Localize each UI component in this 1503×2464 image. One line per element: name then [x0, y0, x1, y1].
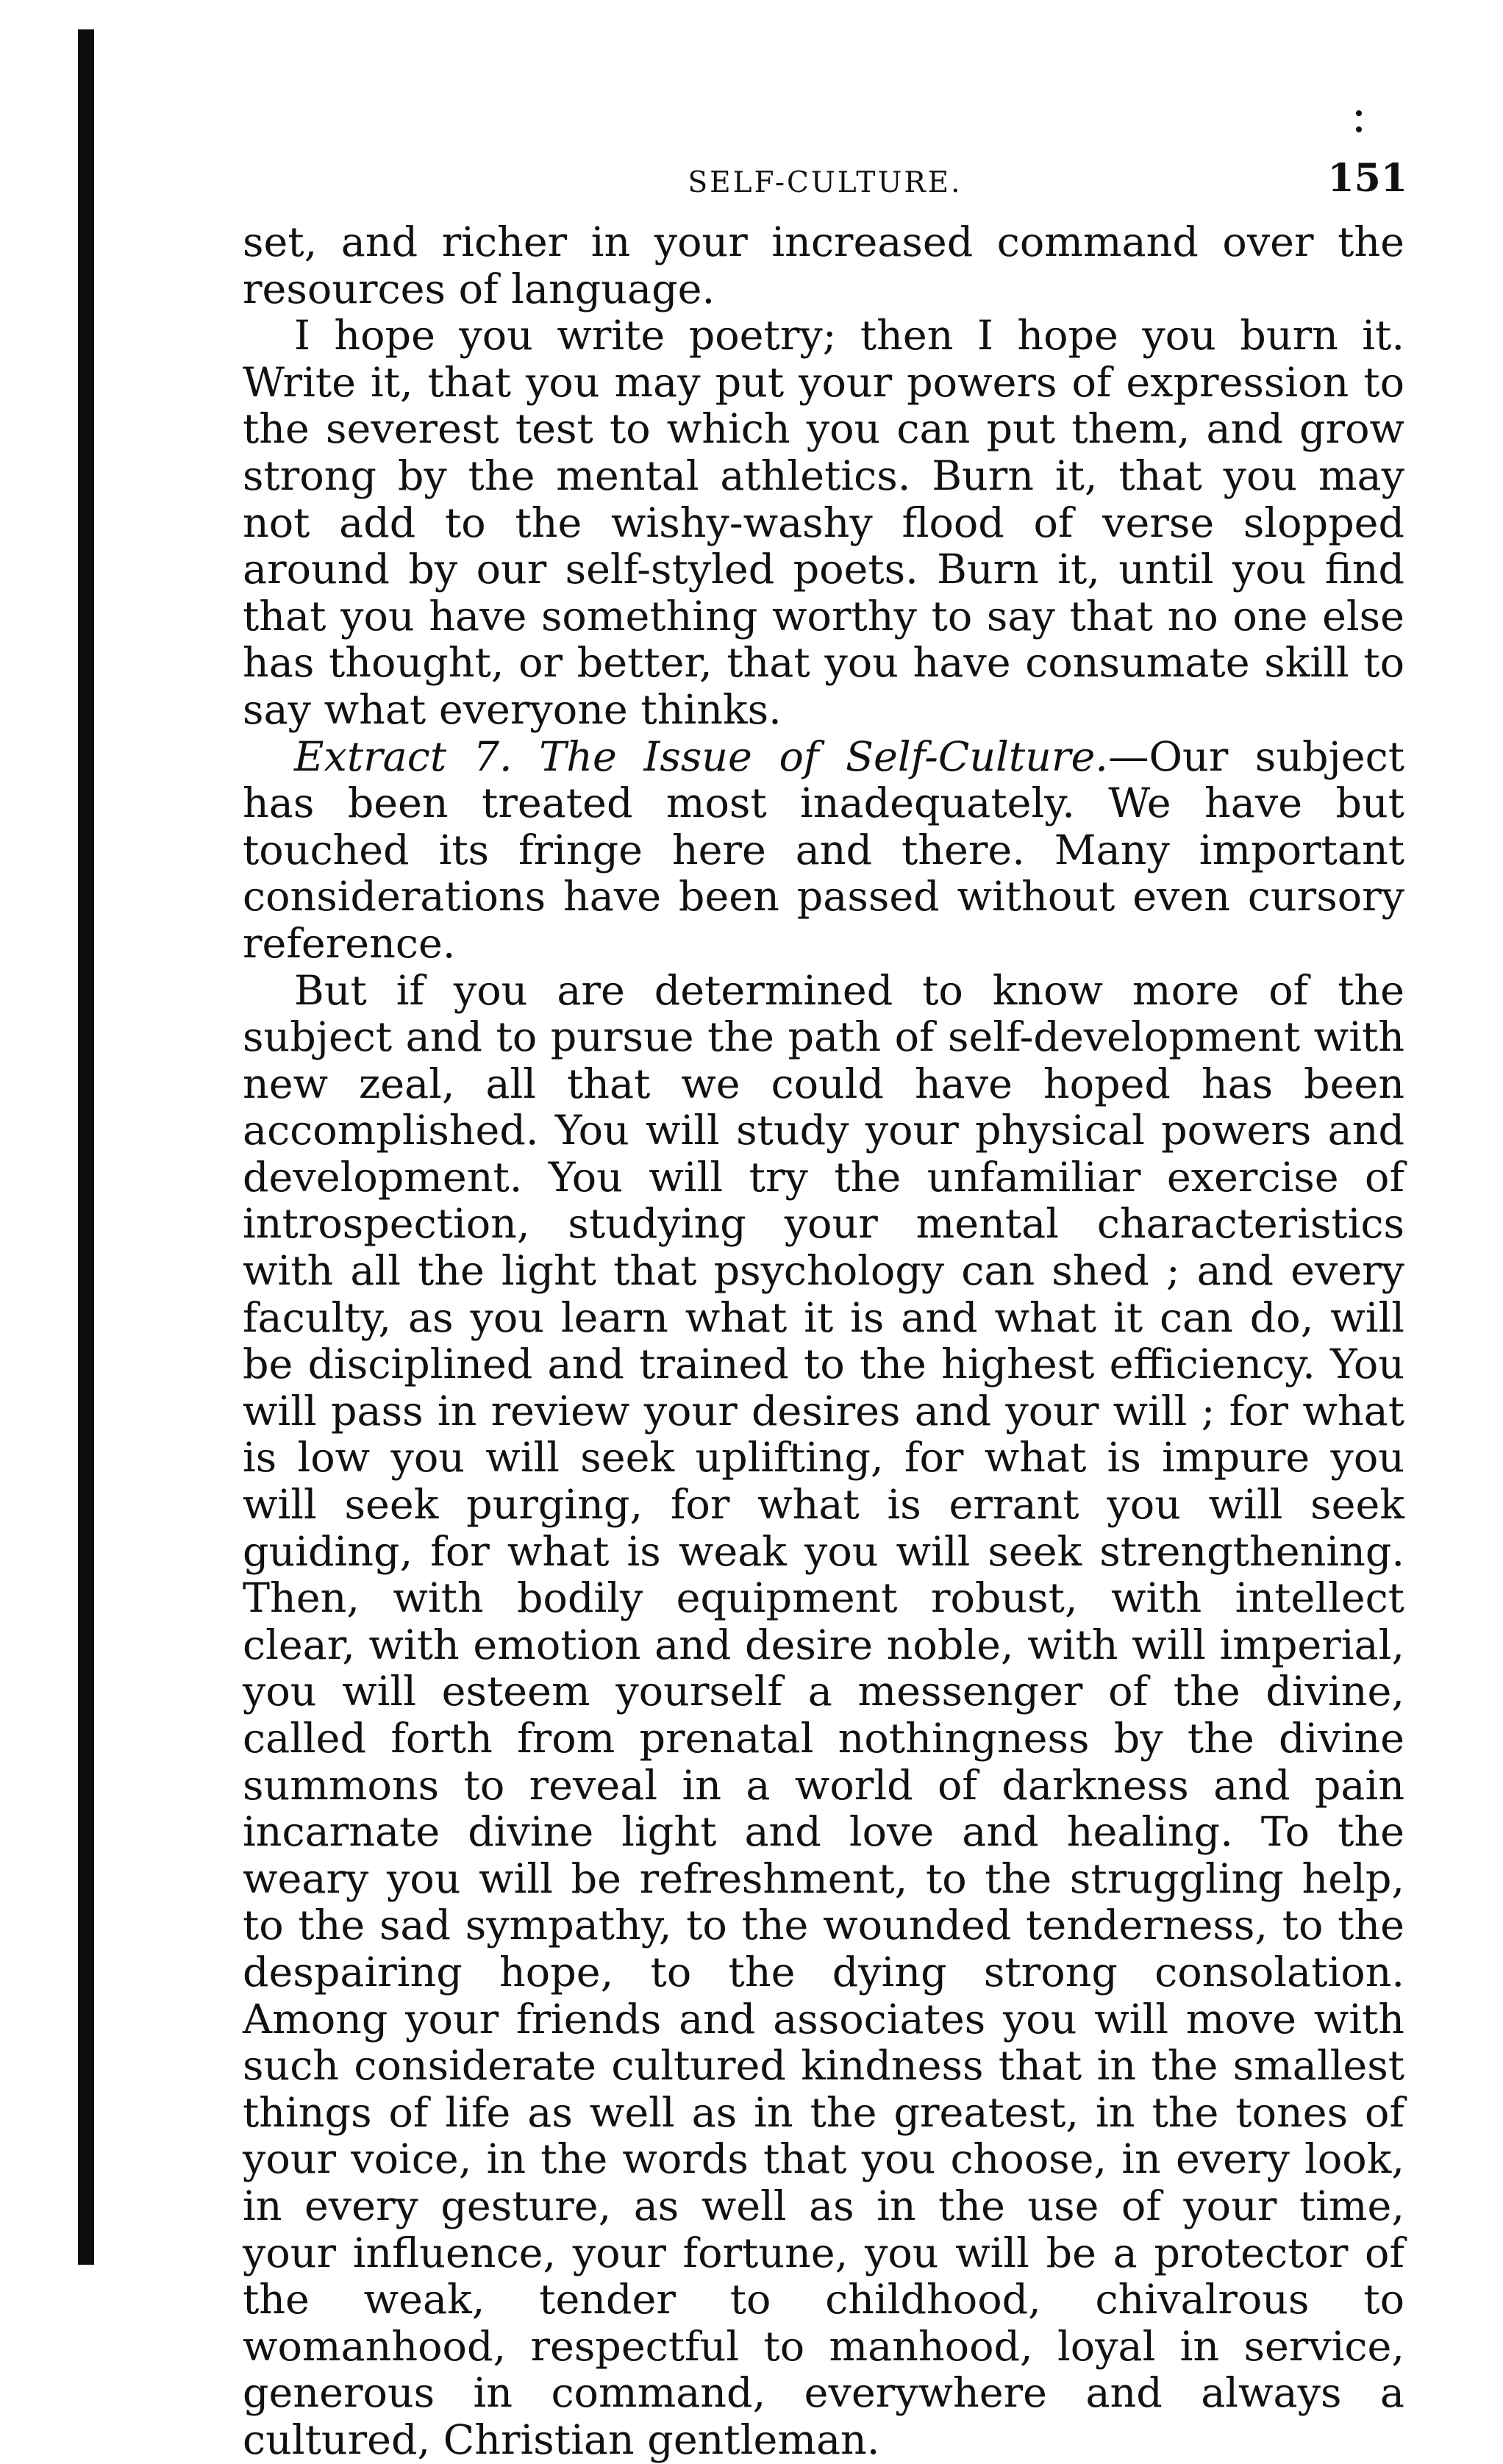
- paragraph: But if you are determined to know more of the subject and to pursue the path of self-development with new zeal, all that we could have hoped has been accomplished. You will study your physical powers and development. You will try the unfamiliar exercise of introspection, studying your mental characteristics with all the light that psychology can shed ; and every faculty, as you learn what it is and what it can do, will be disciplined and trained to the highest efficiency. You will pass in review your desires and your will ; for what is low you will seek uplifting, for what is impure you will seek purging, for what is errant you will seek guiding, for what is weak you will seek strengthening. Then, with bodily equipment robust, with intellect clear, with emotion and desire noble, with will imperial, you will esteem yourself a messenger of the divine, called forth from prenatal nothingness by the divine summons to reveal in a world of darkness and pain incarnate divine light and love and healing. To the weary you will be refreshment, to the struggling help, to the sad sympathy, to the wounded tenderness, to the despairing hope, to the dying strong consolation. Among your friends and associates you will move with such considerate cultured kindness that in the smallest things of life as well as in the greatest, in the tones of your voice, in the words that you choose, in every look, in every gesture, as well as in the use of your time, your influence, your fortune, you will be a protector of the weak, tender to childhood, chivalrous to womanhood, respectful to manhood, loyal in service, generous in command, everywhere and always a cultured, Christian gentleman.: [243, 966, 1404, 2464]
- paragraph: I hope you write poetry; then I hope you burn it. Write it, that you may put your powers of expression to the severest test to which you can put them, and grow strong by the mental athletics. Burn it, that you may not add to the wishy-washy flood of verse slopped around by our self-styled poets. Burn it, until you find that you have something worthy to say that no one else has thought, or better, that you have consumate skill to say what everyone thinks.: [243, 312, 1404, 734]
- page-number: 151: [1327, 156, 1407, 201]
- ink-speck: [1356, 110, 1362, 116]
- paragraph: set, and richer in your increased command over the resources of language.: [243, 218, 1404, 313]
- binding-edge: [78, 29, 94, 2265]
- running-title: SELF-CULTURE.: [688, 166, 963, 199]
- ink-specks: [1356, 110, 1363, 154]
- extract-label: Extract 7.: [294, 732, 513, 781]
- extract-title: The Issue of Self-Culture.: [539, 732, 1108, 781]
- ink-speck: [1356, 126, 1362, 132]
- running-head: [243, 156, 1407, 207]
- paragraph-extract: [243, 734, 1404, 968]
- page-body: [243, 219, 1404, 2464]
- extract-text: —Our subject has been treated most inadequately. We have but touched its fringe here and there. Many important considerations have been passed without even cursory reference.: [243, 732, 1404, 968]
